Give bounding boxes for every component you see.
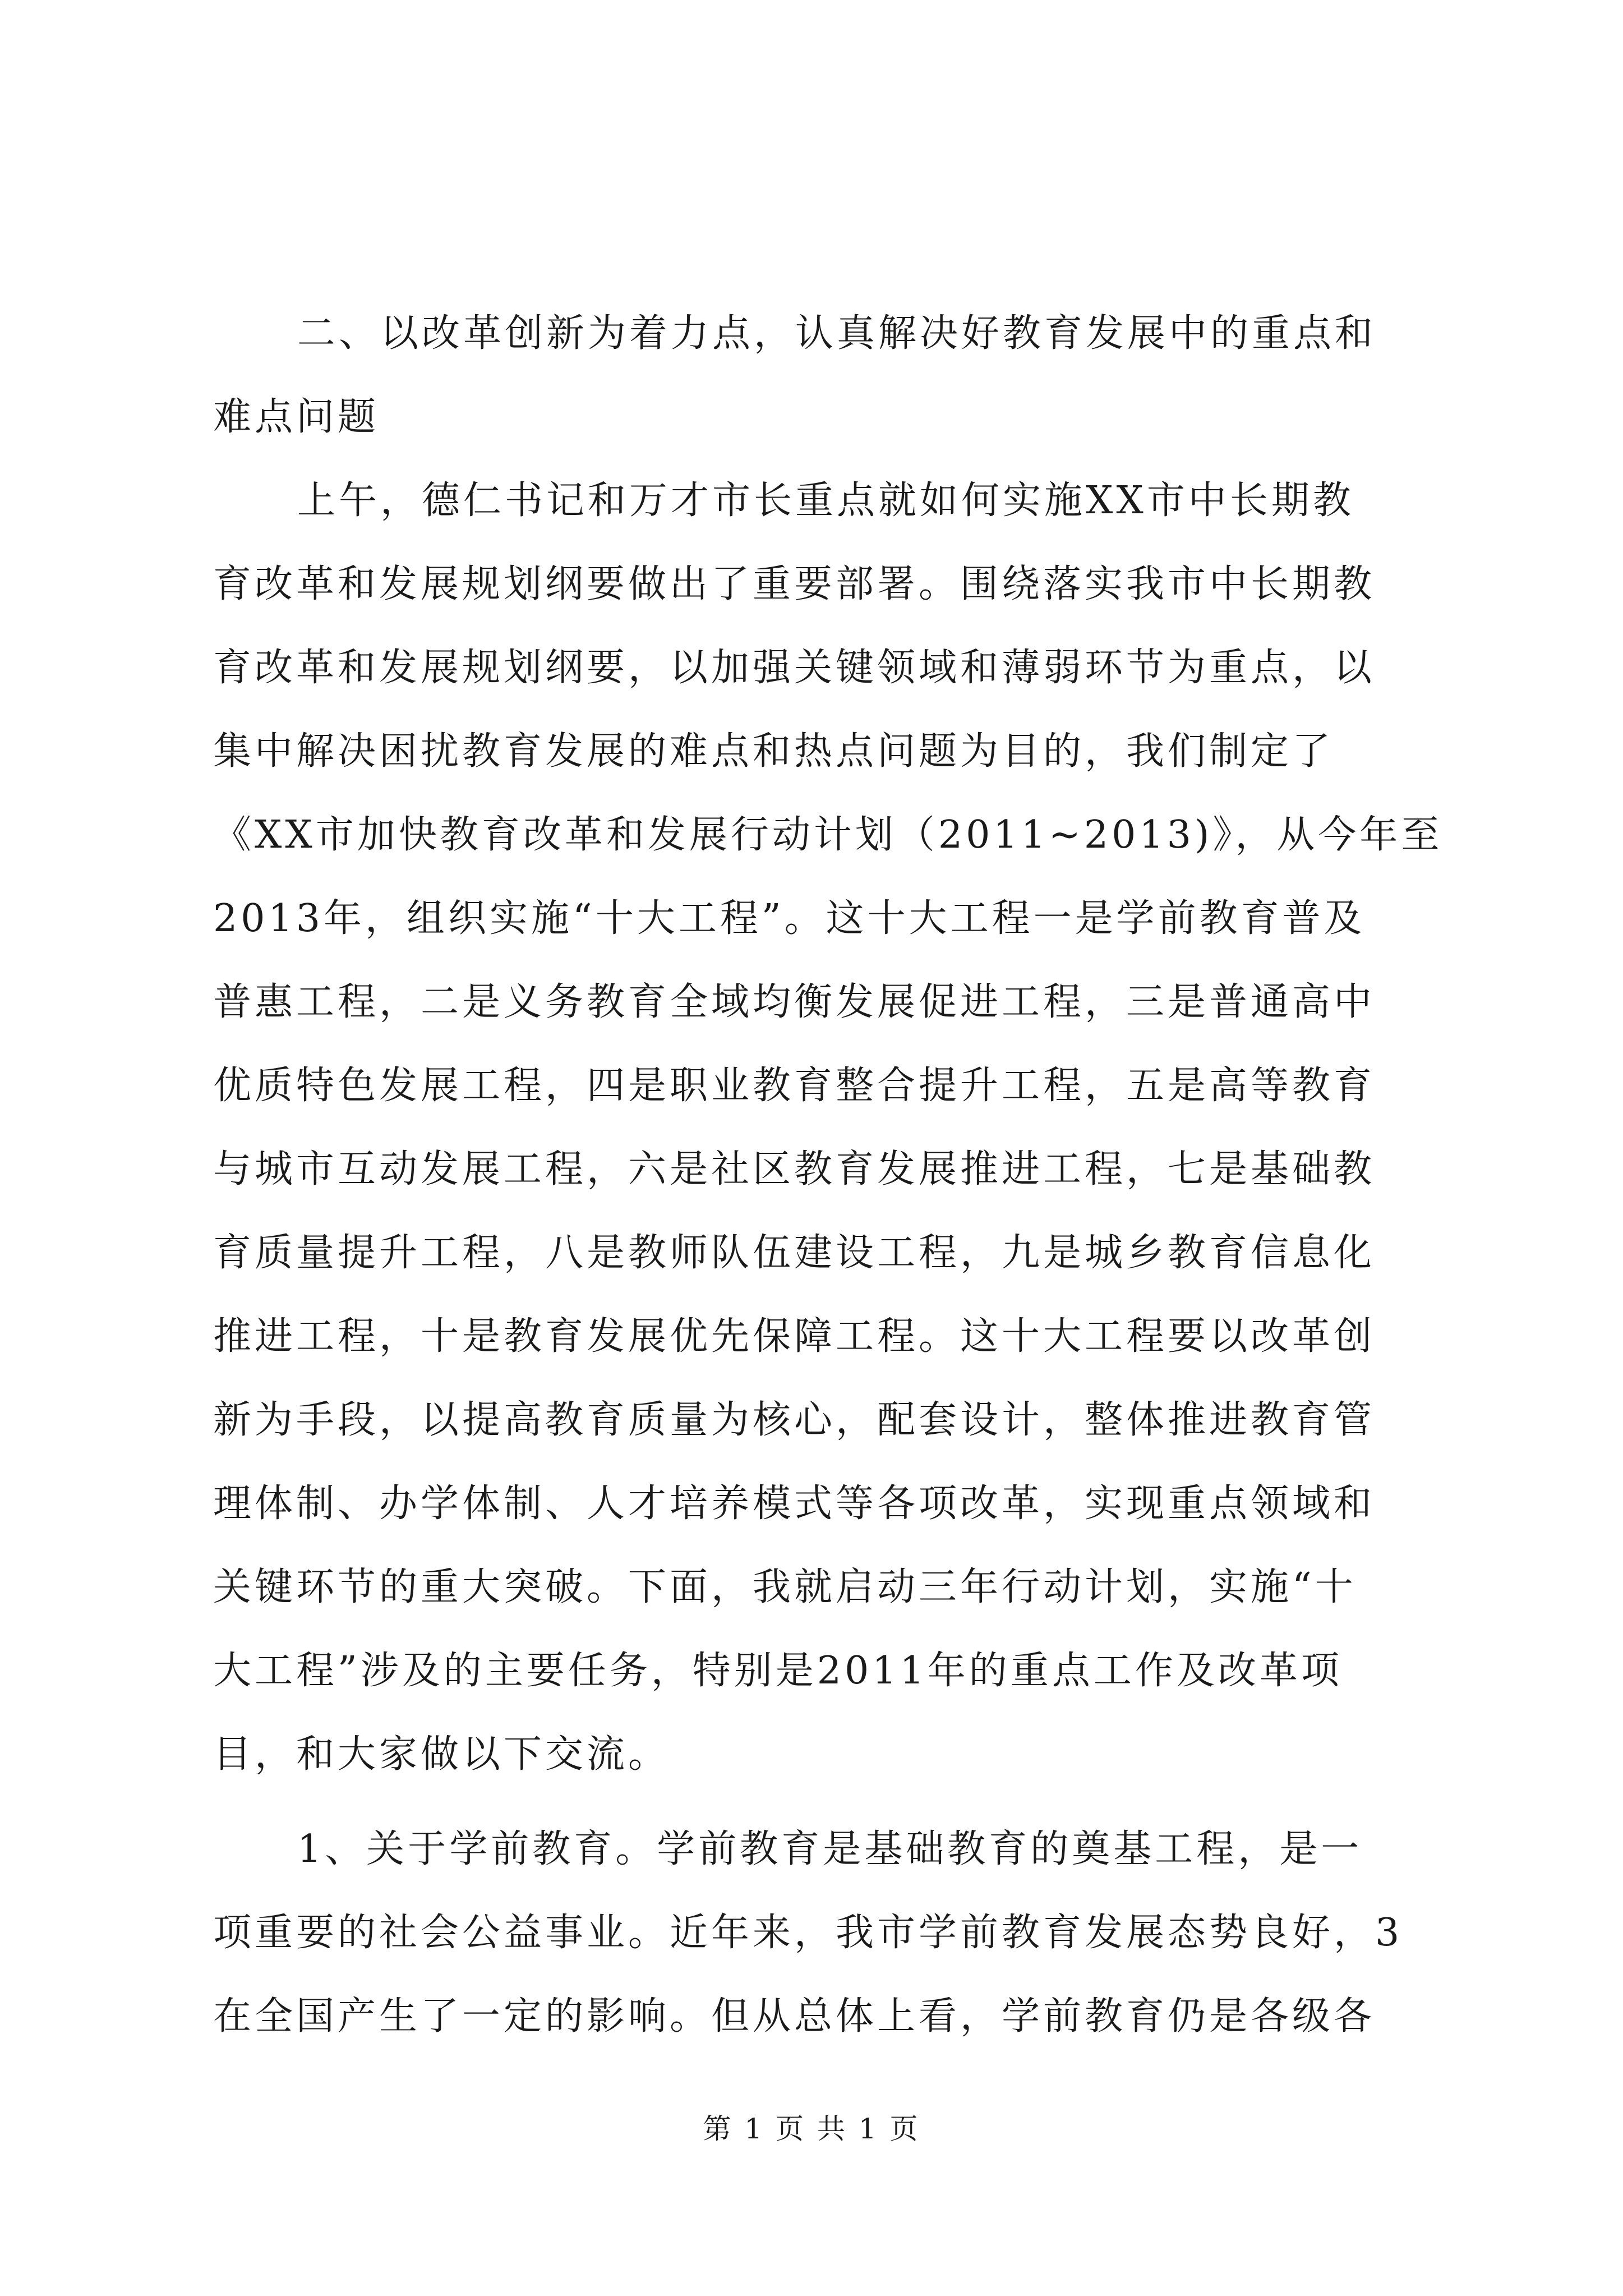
paragraph2-line: 1、关于学前教育。学前教育是基础教育的奠基工程，是一 — [297, 1827, 1363, 1871]
paragraph1-line: 普惠工程，二是义务教育全域均衡发展促进工程，三是普通高中 — [213, 980, 1376, 1024]
paragraph1-line: 2013年，组织实施“十大工程”。这十大工程一是学前教育普及 — [213, 896, 1366, 941]
paragraph2-line: 在全国产生了一定的影响。但从总体上看，学前教育仍是各级各 — [213, 1994, 1376, 2039]
paragraph1-line: 《XX市加快教育改革和发展行动计划（2011~2013)》，从今年至 — [213, 813, 1443, 857]
paragraph1-line: 理体制、办学体制、人才培养模式等各项改革，实现重点领域和 — [213, 1481, 1376, 1526]
section-heading-line-1: 二、以改革创新为着力点，认真解决好教育发展中的重点和 — [297, 311, 1377, 356]
paragraph1-line: 上午，德仁书记和万才市长重点就如何实施XX市中长期教 — [297, 478, 1354, 523]
paragraph1-line: 关键环节的重大突破。下面，我就启动三年行动计划，实施“十 — [213, 1565, 1357, 1609]
paragraph1-line: 优质特色发展工程，四是职业教育整合提升工程，五是高等教育 — [213, 1064, 1376, 1108]
paragraph2-line: 项重要的社会公益事业。近年来，我市学前教育发展态势良好，3 — [213, 1911, 1403, 1955]
paragraph1-line: 新为手段，以提高教育质量为核心，配套设计，整体推进教育管 — [213, 1398, 1376, 1442]
paragraph1-line: 集中解决困扰教育发展的难点和热点问题为目的，我们制定了 — [213, 729, 1334, 774]
page-number-footer: 第 1 页 共 1 页 — [703, 2113, 920, 2145]
paragraph1-line: 目，和大家做以下交流。 — [213, 1732, 670, 1777]
paragraph1-line: 与城市互动发展工程，六是社区教育发展推进工程，七是基础教 — [213, 1147, 1376, 1191]
paragraph1-line: 育改革和发展规划纲要，以加强关键领域和薄弱环节为重点，以 — [213, 646, 1376, 690]
paragraph1-line: 推进工程，十是教育发展优先保障工程。这十大工程要以改革创 — [213, 1314, 1376, 1359]
paragraph1-line: 大工程”涉及的主要任务，特别是2011年的重点工作及改革项 — [213, 1649, 1343, 1693]
section-heading-line-2: 难点问题 — [213, 395, 380, 439]
paragraph1-line: 育改革和发展规划纲要做出了重要部署。围绕落实我市中长期教 — [213, 562, 1376, 606]
paragraph1-line: 育质量提升工程，八是教师队伍建设工程，九是城乡教育信息化 — [213, 1231, 1376, 1275]
paragraph-gap — [213, 1796, 1424, 1807]
document-body — [213, 292, 1443, 2058]
